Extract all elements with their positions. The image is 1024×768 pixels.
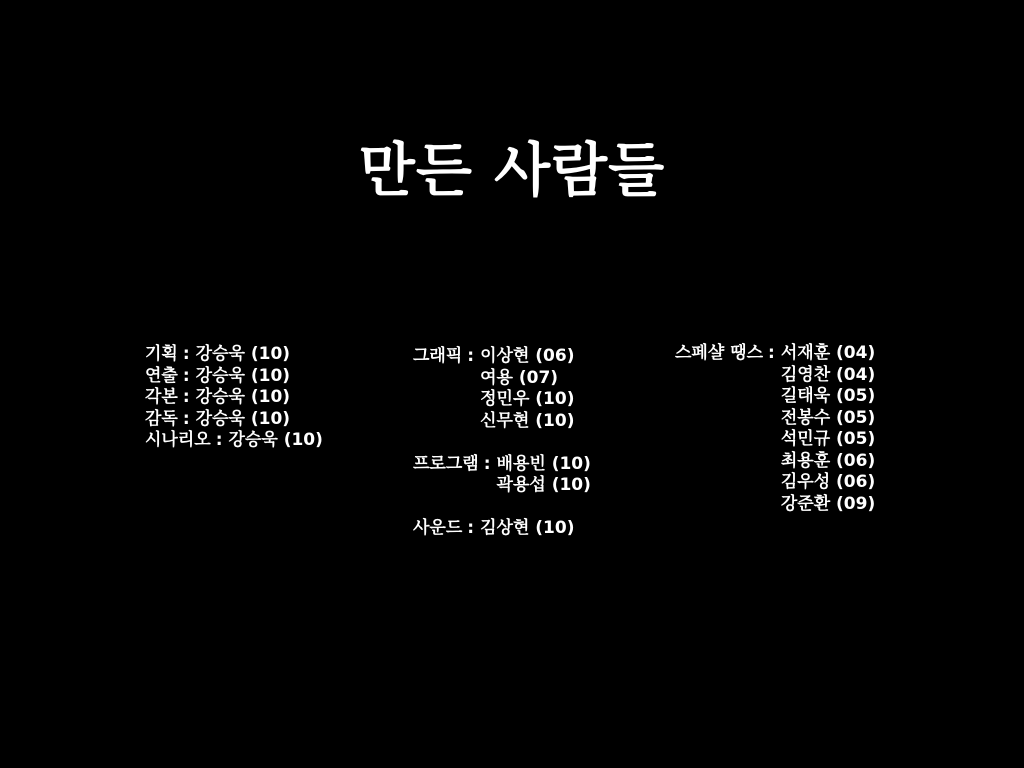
credit-entry-graphics: [413, 346, 591, 432]
credit-separator: :: [182, 387, 190, 407]
credit-name: 여용 (07): [480, 367, 559, 388]
credit-separator: :: [467, 518, 475, 538]
credit-role: 프로그램: [413, 453, 479, 474]
credit-name: 신무현 (10): [480, 410, 575, 431]
credit-separator: :: [483, 453, 491, 474]
credit-names: [196, 387, 290, 409]
credit-name: 강준환 (09): [780, 493, 876, 514]
credit-separator: :: [182, 408, 190, 429]
credits-title: 만든 사람들: [358, 136, 666, 204]
credit-name: 강승욱 (10): [195, 387, 291, 407]
credit-name: 김영찬 (04): [780, 364, 876, 385]
credit-names: [229, 430, 323, 452]
credit-separator: :: [215, 430, 223, 450]
credit-names: [480, 346, 574, 432]
credit-names: [196, 344, 290, 366]
credit-entry-planning: [145, 344, 323, 366]
credits-column-left: [145, 344, 323, 452]
credit-name: 곽용섭 (10): [496, 475, 591, 495]
credit-separator: :: [182, 365, 190, 386]
credit-name: 이상현 (06): [480, 346, 575, 366]
credit-name: 배용빈 (10): [496, 453, 591, 474]
credit-name: 전봉수 (05): [780, 407, 876, 428]
credit-name: 길태욱 (05): [780, 386, 876, 406]
credit-name: 최용훈 (06): [780, 450, 876, 471]
credit-role: 스페샬 땡스: [675, 343, 764, 363]
credit-name: 강승욱 (10): [228, 430, 323, 450]
credits-column-right: [675, 343, 875, 515]
credit-role: 감독: [145, 408, 178, 429]
credits-column-middle: [413, 346, 591, 540]
credit-entry-scenario: [145, 430, 323, 452]
credit-separator: :: [182, 344, 190, 364]
credit-name: 서재훈 (04): [780, 343, 876, 363]
credit-entry-sound: [413, 518, 591, 540]
credit-role: 그래픽: [413, 346, 463, 366]
credit-role: 각본: [145, 387, 178, 407]
credit-role: 시나리오: [145, 430, 211, 450]
credit-name: 김우성 (06): [780, 472, 876, 492]
credit-names: [781, 343, 875, 515]
credit-entry-programming: [413, 454, 591, 497]
credit-separator: :: [768, 343, 775, 363]
credit-role: 연출: [145, 365, 178, 386]
credit-role: 사운드: [413, 518, 463, 538]
credit-names: [480, 518, 574, 540]
credit-entry-screenplay: [145, 387, 323, 409]
credit-entry-direction: [145, 366, 323, 388]
credit-name: 강승욱 (10): [195, 344, 291, 364]
credit-name: 강승욱 (10): [195, 408, 291, 429]
credit-names: [497, 454, 591, 497]
credit-names: [196, 366, 290, 388]
credit-names: [196, 409, 290, 431]
credit-name: 정민우 (10): [480, 389, 575, 409]
credit-entry-director: [145, 409, 323, 431]
credit-name: 강승욱 (10): [195, 365, 291, 386]
credit-separator: :: [467, 346, 475, 366]
credit-entry-special-thanks: [675, 343, 875, 515]
credit-name: 석민규 (05): [780, 429, 876, 449]
credit-role: 기획: [145, 344, 178, 364]
credit-name: 김상현 (10): [480, 518, 575, 538]
